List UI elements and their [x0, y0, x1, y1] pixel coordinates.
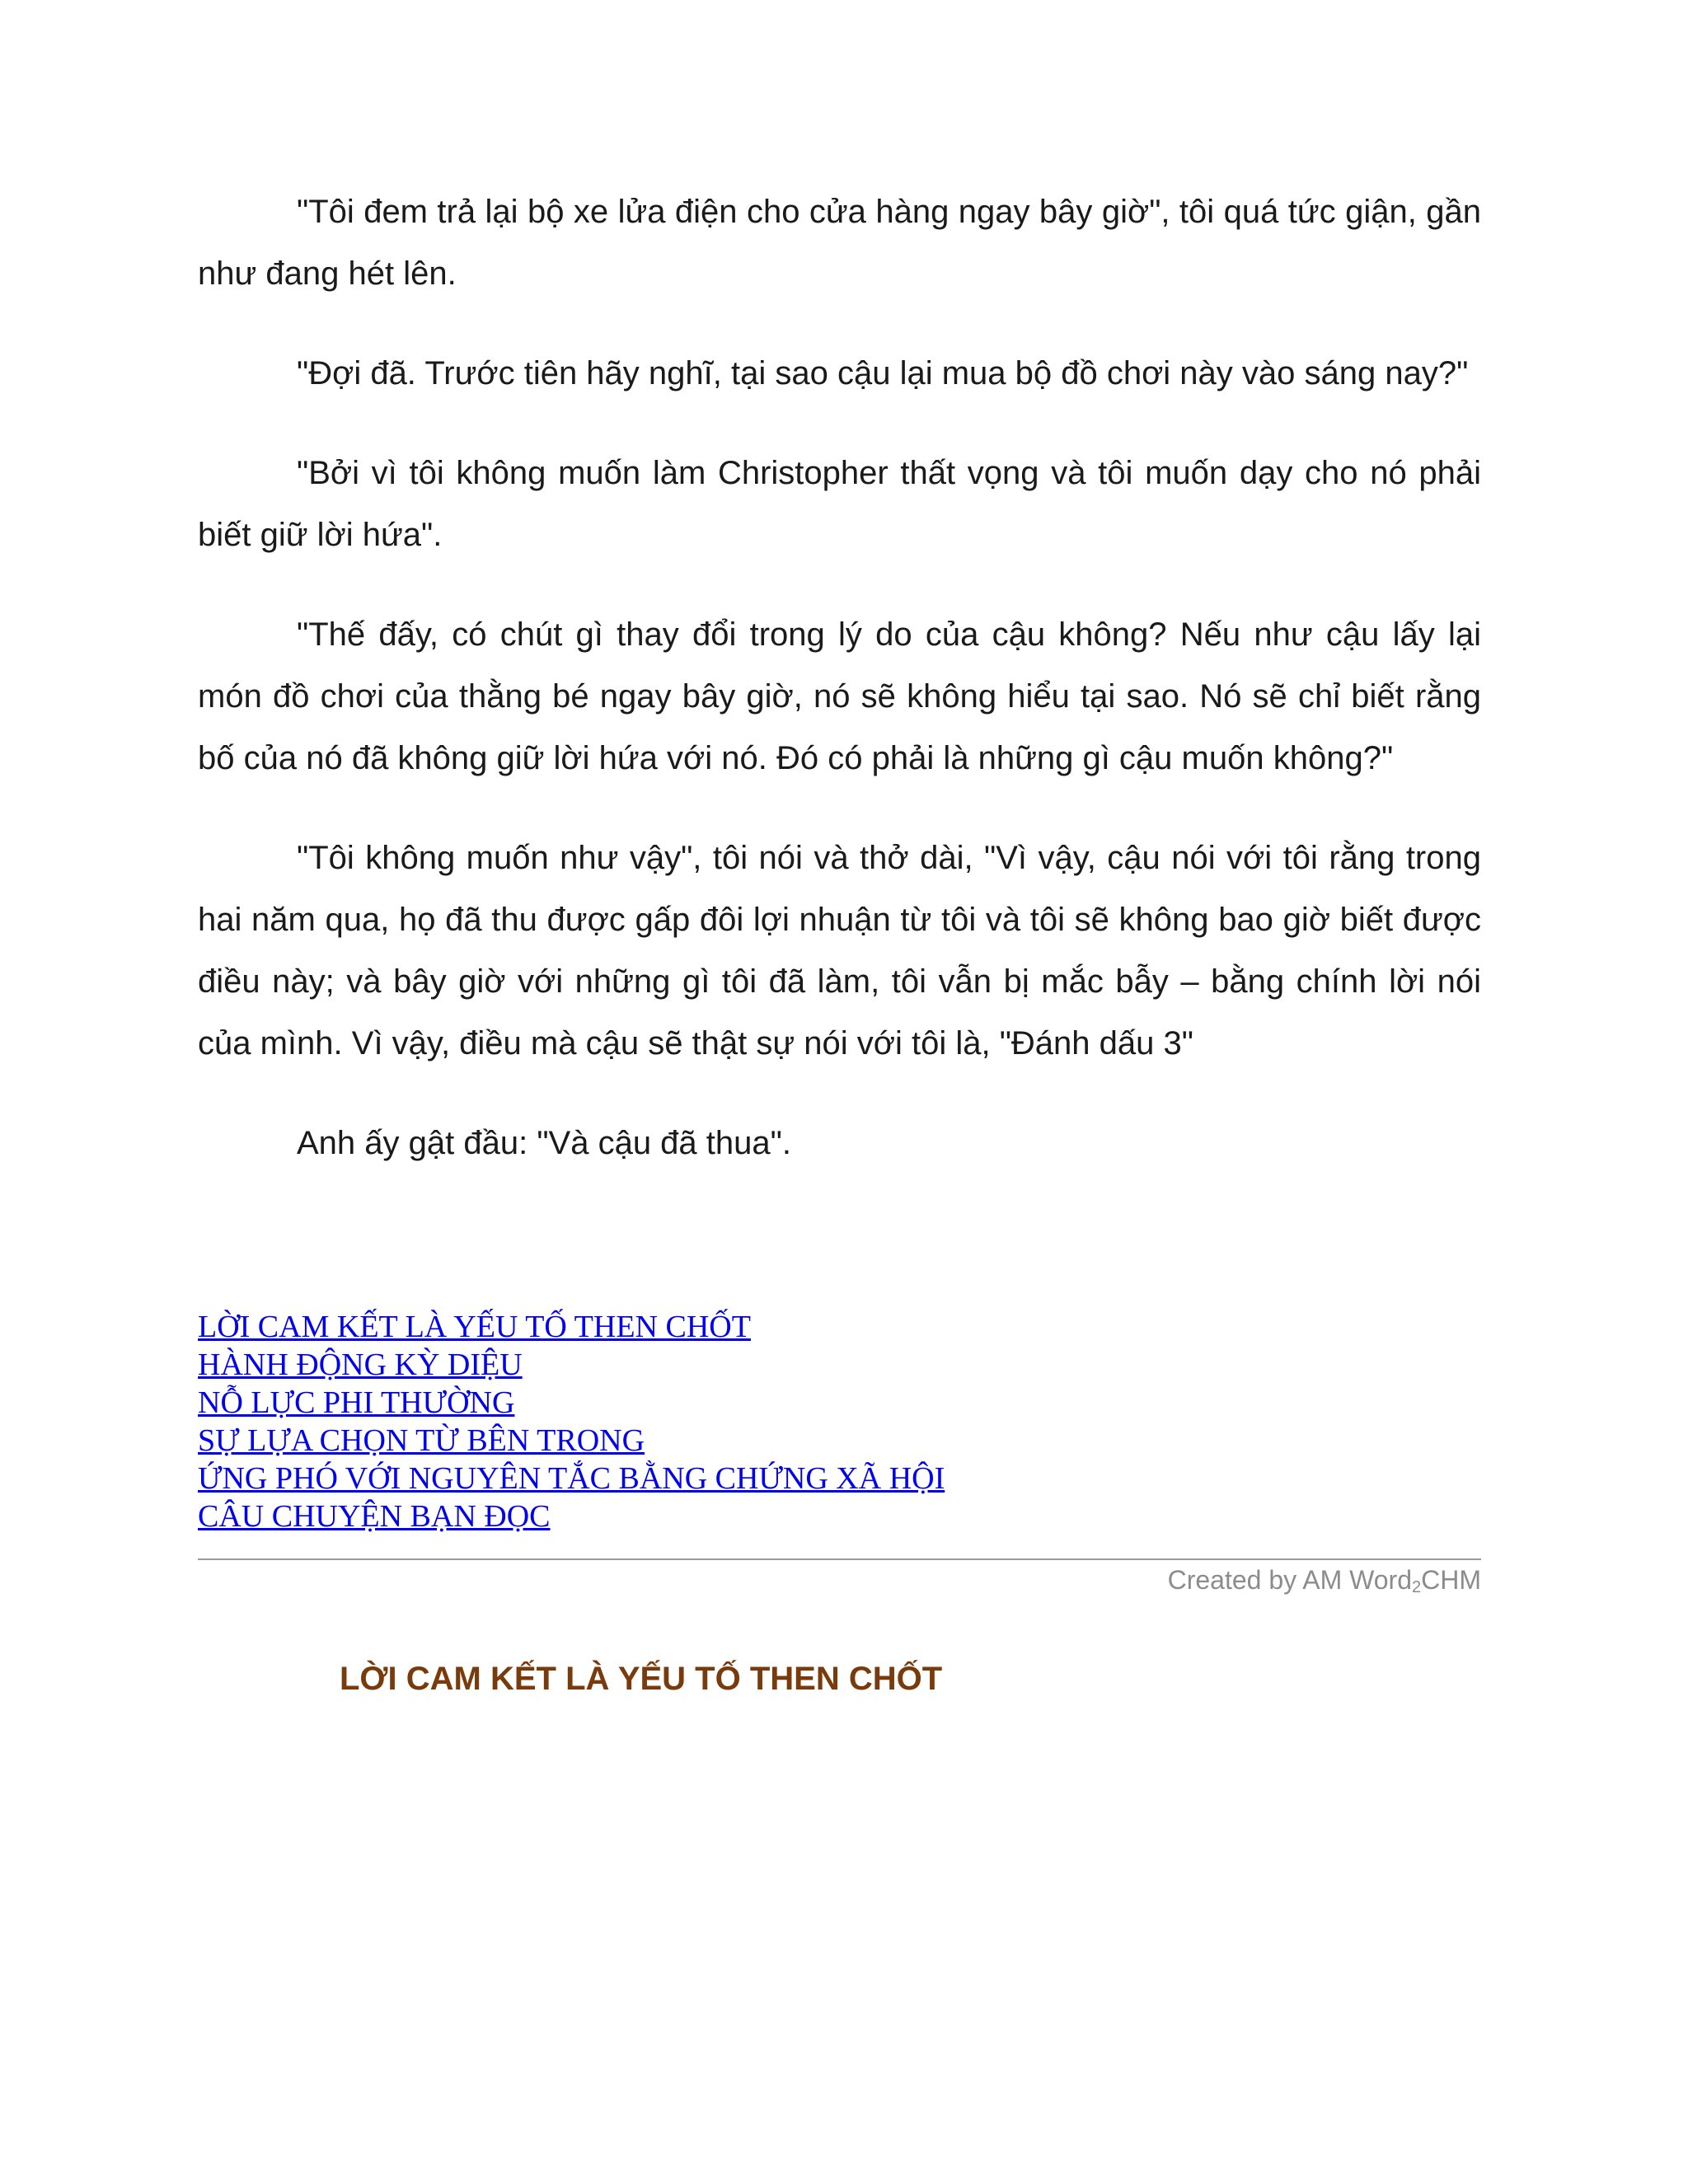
document-page: [198, 181, 1481, 1699]
paragraph-1: "Tôi đem trả lại bộ xe lửa điện cho cửa hàng ngay bây giờ", tôi quá tức giận, gần như đang hét lên.: [198, 194, 1481, 292]
credit-suffix: CHM: [1421, 1565, 1481, 1595]
credit-line: [198, 1563, 1481, 1604]
chapter-links: [198, 1308, 1481, 1535]
paragraph-5: "Tôi không muốn như vậy", tôi nói và thở dài, "Vì vậy, cậu nói với tôi rằng trong hai năm qua, họ đã thu được gấp đôi lợi nhuận từ tôi và tôi sẽ không bao giờ biết được điều này; và bây giờ với những gì tôi đã làm, tôi vẫn bị mắc bẫy – bằng chính lời nói của mình. Vì vậy, điều mà cậu sẽ thật sự nói với tôi là, "Đánh dấu 3": [198, 840, 1481, 1062]
link-su-lua-chon[interactable]: SỰ LỰA CHỌN TỪ BÊN TRONG: [198, 1423, 645, 1458]
footer-divider: [198, 1558, 1481, 1560]
story-text: [198, 181, 1481, 1174]
paragraph-2: "Đợi đã. Trước tiên hãy nghĩ, tại sao cậu lại mua bộ đồ chơi này vào sáng nay?": [297, 355, 1469, 391]
credit-prefix: Created by AM Word: [1167, 1565, 1412, 1595]
section-heading: LỜI CAM KẾT LÀ YẾU TỐ THEN CHỐT: [340, 1661, 943, 1697]
credit-subscript: 2: [1412, 1578, 1422, 1596]
link-no-luc-phi-thuong[interactable]: NỖ LỰC PHI THƯỜNG: [198, 1385, 515, 1420]
paragraph-3: "Bởi vì tôi không muốn làm Christopher thất vọng và tôi muốn dạy cho nó phải biết giữ lời hứa".: [198, 455, 1481, 553]
paragraph-6: Anh ấy gật đầu: "Và cậu đã thua".: [297, 1125, 791, 1161]
link-hanh-dong-ky-dieu[interactable]: HÀNH ĐỘNG KỲ DIỆU: [198, 1347, 523, 1382]
link-ung-pho[interactable]: ỨNG PHÓ VỚI NGUYÊN TẮC BẰNG CHỨNG XÃ HỘI: [198, 1461, 945, 1496]
link-cau-chuyen-ban-doc[interactable]: CÂU CHUYỆN BẠN ĐỌC: [198, 1499, 551, 1534]
link-loi-cam-ket[interactable]: LỜI CAM KẾT LÀ YẾU TỐ THEN CHỐT: [198, 1310, 751, 1344]
paragraph-4: "Thế đấy, có chút gì thay đổi trong lý do của cậu không? Nếu như cậu lấy lại món đồ chơi của thằng bé ngay bây giờ, nó sẽ không hiểu tại sao. Nó sẽ chỉ biết rằng bố của nó đã không giữ lời hứa với nó. Đó có phải là những gì cậu muốn không?": [198, 616, 1481, 776]
